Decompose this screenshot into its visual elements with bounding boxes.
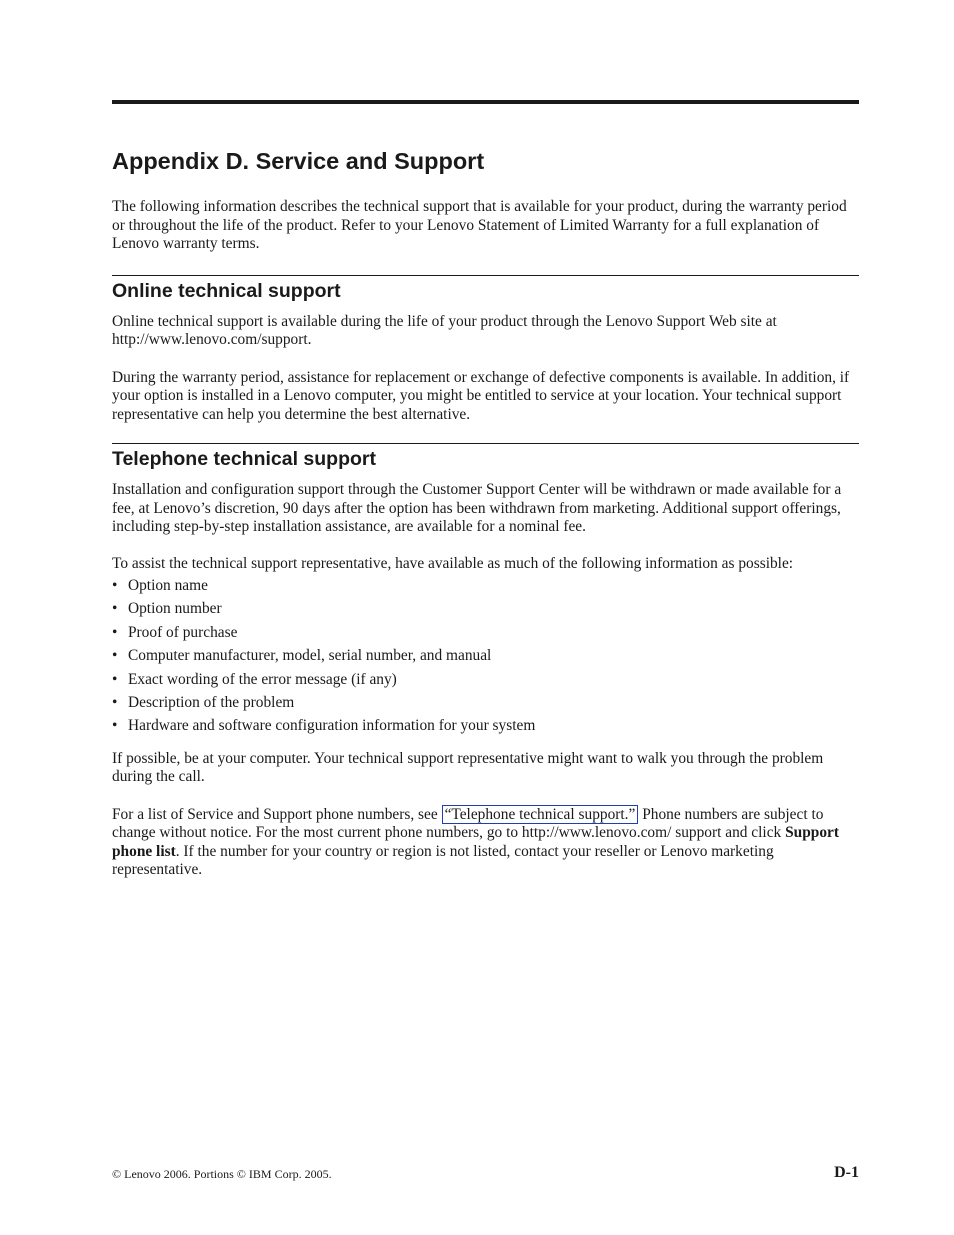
list-item: • Option number	[112, 600, 859, 619]
telephone-support-link[interactable]: “Telephone technical support.”	[442, 805, 639, 824]
copyright-notice: © Lenovo 2006. Portions © IBM Corp. 2005.	[112, 1167, 332, 1181]
list-item: • Exact wording of the error message (if any)	[112, 671, 859, 690]
top-rule	[112, 100, 859, 104]
page-footer	[112, 1163, 859, 1185]
p4-text-after: . If the number for your country or region is not listed, contact your reseller or Lenovo marketing representative.	[112, 842, 774, 879]
list-item: • Description of the problem	[112, 694, 859, 713]
telephone-paragraph-2: To assist the technical support representative, have available as much of the following information as possible:	[112, 554, 794, 572]
list-item: • Hardware and software configuration information for your system	[112, 717, 859, 736]
section-rule-online	[112, 275, 859, 276]
page-title: Appendix D. Service and Support	[112, 148, 485, 174]
telephone-paragraph-1: Installation and configuration support through the Customer Support Center will be withdrawn or made available for a fee, at Lenovo’s discretion, 90 days after the option has been withdrawn from marketing. Additional support offerings, including step-by-step installation assistance, are available for a nominal fee.	[112, 481, 842, 535]
online-paragraph-2: During the warranty period, assistance for replacement or exchange of defective components is available. In addition, if your option is installed in a Lenovo computer, you might be entitled to service at your location. Your technical support representative can help you determine the best alternative.	[112, 368, 850, 423]
p4-text-before: For a list of Service and Support phone numbers, see	[112, 805, 442, 823]
online-paragraph-1: Online technical support is available during the life of your product through the Lenovo Support Web site at http://www.lenovo.com/support.	[112, 312, 777, 348]
required-info-list	[112, 577, 859, 736]
list-item: • Proof of purchase	[112, 624, 859, 643]
telephone-paragraph-3: If possible, be at your computer. Your technical support representative might want to walk you through the problem during the call.	[112, 749, 824, 786]
list-item: • Option name	[112, 577, 859, 596]
heading-telephone-technical-support: Telephone technical support	[112, 448, 377, 470]
p4-text-middle: Phone numbers are subject to change without notice. For the most current phone numbers, go to http://www.lenovo.com/ support and click	[112, 805, 824, 842]
list-item: • Computer manufacturer, model, serial number, and manual	[112, 647, 859, 666]
heading-online-technical-support: Online technical support	[112, 279, 341, 302]
support-phone-list-label: Support phone list	[112, 824, 839, 860]
section-rule-telephone	[112, 443, 859, 444]
intro-paragraph: The following information describes the technical support that is available for your product, during the warranty period or throughout the life of the product. Refer to your Lenovo Statement of Limited Warranty for a full explanation of Lenovo warranty terms.	[112, 198, 847, 252]
page-number: D-1	[834, 1164, 859, 1181]
page-body	[112, 100, 859, 880]
telephone-paragraph-4	[112, 806, 859, 880]
